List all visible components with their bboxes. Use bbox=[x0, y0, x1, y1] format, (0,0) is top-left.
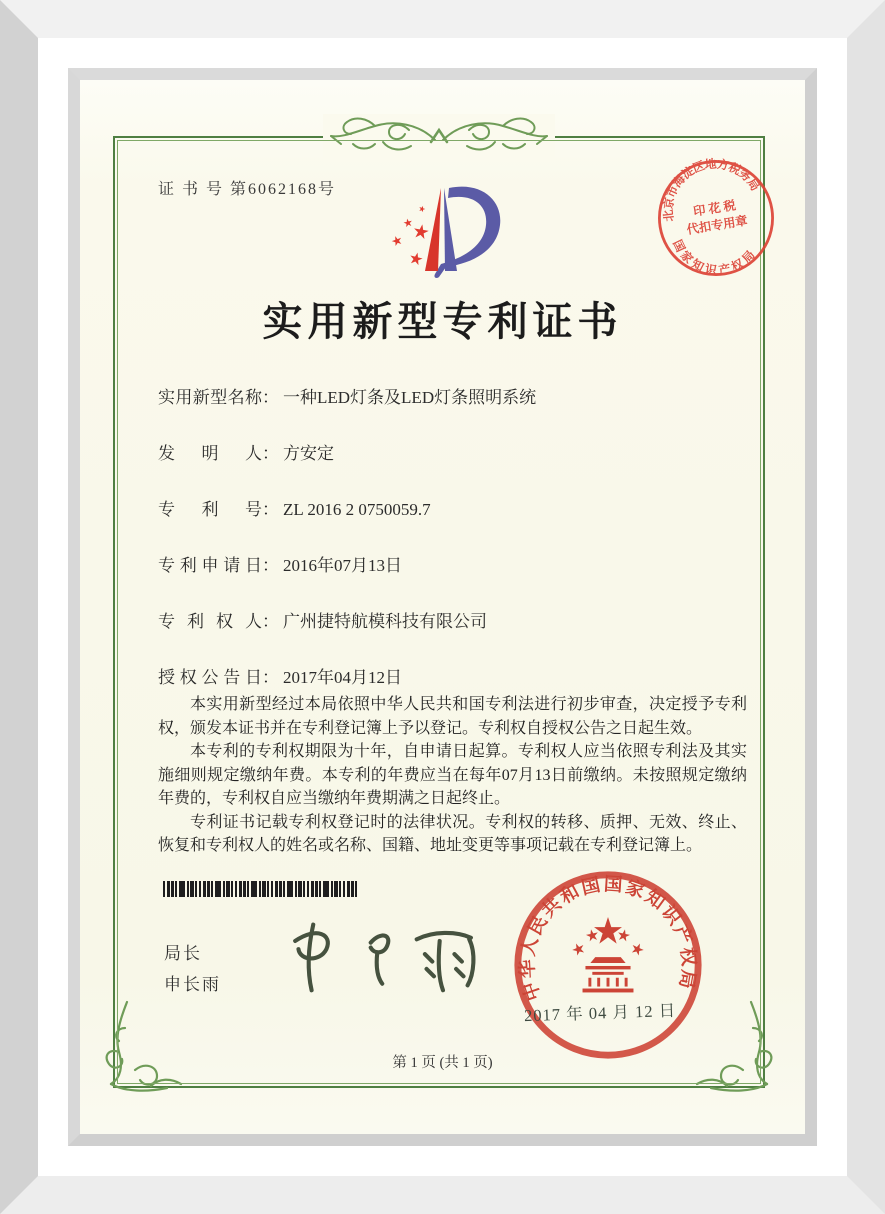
field-value: 2017年04月12日 bbox=[283, 668, 402, 687]
field-colon: ： bbox=[262, 500, 279, 519]
tax-stamp-line1: 印 花 税 bbox=[692, 198, 737, 219]
field-row-filing-date bbox=[158, 551, 738, 576]
barcode bbox=[163, 881, 359, 897]
field-row-grant-date bbox=[158, 663, 738, 688]
tax-stamp-line2: 代扣专用章 bbox=[685, 213, 749, 237]
field-value: ZL 2016 2 0750059.7 bbox=[283, 500, 431, 519]
field-value: 2016年07月13日 bbox=[283, 556, 402, 575]
legal-paragraph: 本实用新型经过本局依照中华人民共和国专利法进行初步审查，决定授予专利权，颁发本证书并在专利登记簿上予以登记。专利权自授权公告之日起生效。 bbox=[158, 696, 747, 737]
signer-block bbox=[164, 938, 221, 1000]
field-label: 授权公告日 bbox=[158, 668, 262, 687]
field-row-patent-number bbox=[158, 495, 738, 520]
field-colon: ： bbox=[262, 388, 279, 407]
field-row-name bbox=[158, 383, 738, 408]
certificate-title: 实用新型专利证书 bbox=[262, 299, 623, 344]
field-label: 专利申请日 bbox=[158, 556, 262, 575]
legal-paragraph: 本专利的专利权期限为十年，自申请日起算。专利权人应当依照专利法及其实施细则规定缴纳年费。本专利的年费应当在每年07月13日前缴纳。未按照规定缴纳年费的，专利权自应当缴纳年费期满之日起终止。 bbox=[158, 743, 747, 807]
field-label: 实用新型名称 bbox=[158, 388, 262, 407]
frame-mat bbox=[38, 38, 847, 1176]
seal-arc-text: 中华人民共和国国家知识产权局 bbox=[517, 874, 699, 1004]
patent-office-logo-icon bbox=[380, 178, 514, 284]
certificate-paper bbox=[80, 80, 805, 1134]
corner-flourish-icon bbox=[101, 1000, 189, 1098]
tax-stamp-arc-top: 北京市海淀区地方税务局 bbox=[662, 157, 762, 223]
legal-paragraph: 专利证书记载专利权登记时的法律状况。专利权的转移、质押、无效、终止、恢复和专利权人的姓名或名称、国籍、地址变更等事项记载在专利登记簿上。 bbox=[158, 813, 747, 854]
fields-block bbox=[158, 383, 738, 719]
field-label: 专利权人 bbox=[158, 612, 262, 631]
tax-stamp-arc-bottom: 国家知识产权局 bbox=[670, 237, 758, 278]
signer-title: 局长 bbox=[164, 944, 202, 963]
field-colon: ： bbox=[262, 556, 279, 575]
mat-shadow-band bbox=[68, 68, 817, 1146]
field-row-patentee bbox=[158, 607, 738, 632]
handwritten-signature-icon bbox=[278, 918, 493, 996]
signer-name: 申长雨 bbox=[164, 975, 221, 994]
field-value: 一种LED灯条及LED灯条照明系统 bbox=[283, 388, 537, 407]
field-label: 专利号 bbox=[158, 500, 262, 519]
field-row-inventor bbox=[158, 439, 738, 464]
page-footer: 第 1 页 (共 1 页) bbox=[392, 1055, 493, 1071]
field-colon: ： bbox=[262, 668, 279, 687]
field-colon: ： bbox=[262, 612, 279, 631]
seal-date: 2017 年 04 月 12 日 bbox=[523, 1000, 677, 1026]
field-value: 方安定 bbox=[283, 444, 334, 463]
field-label: 发明人 bbox=[158, 444, 262, 463]
official-seal-icon bbox=[510, 867, 706, 1063]
tax-stamp-icon bbox=[640, 142, 791, 293]
field-colon: ： bbox=[262, 444, 279, 463]
field-value: 广州捷特航模科技有限公司 bbox=[283, 612, 487, 631]
svg-text:国家知识产权局 bbox=[670, 226, 760, 284]
certificate-number: 证 书 号 第6062168号 bbox=[158, 181, 337, 198]
dragon-ornament-icon bbox=[323, 114, 555, 162]
legal-text-block bbox=[158, 693, 747, 858]
